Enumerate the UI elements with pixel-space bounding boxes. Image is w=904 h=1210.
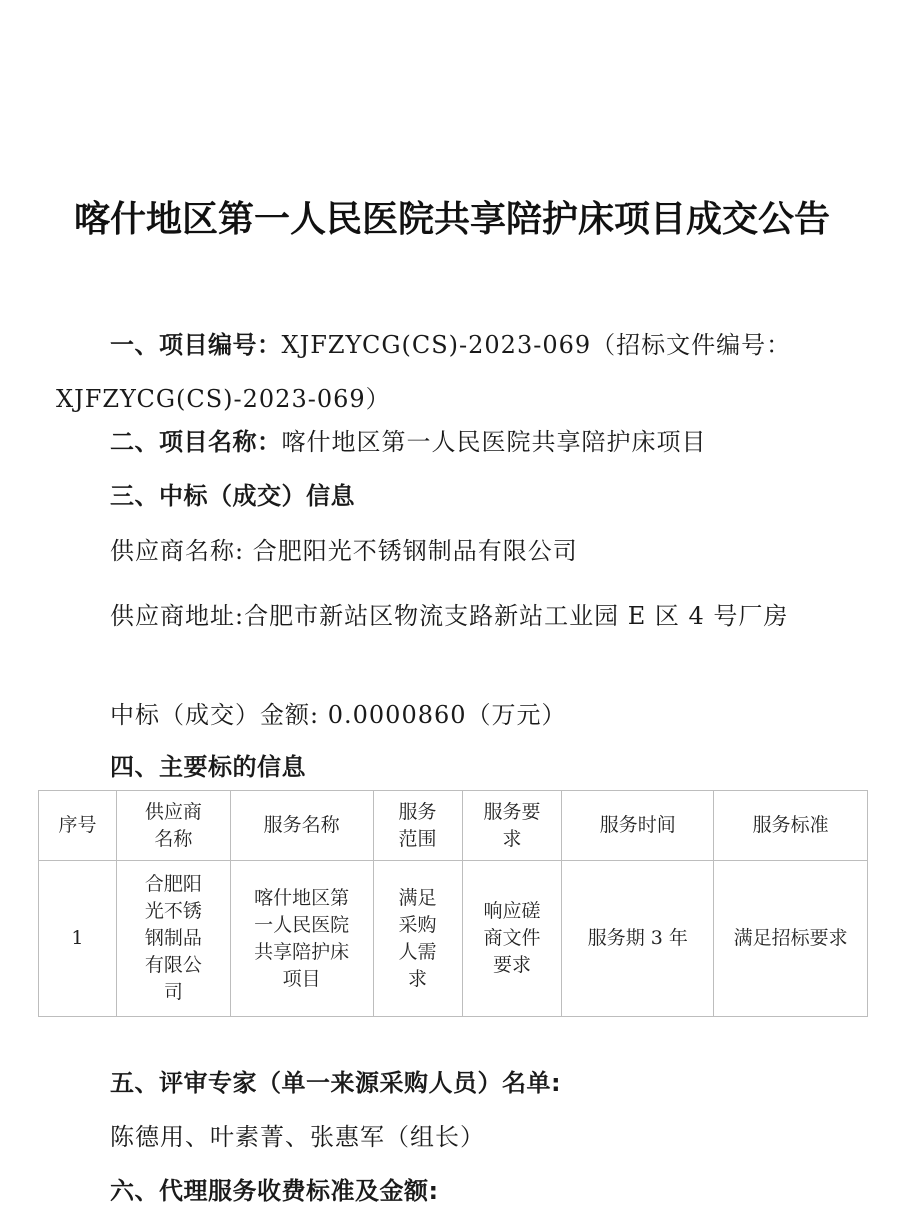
project-number-value: XJFZYCG(CS)-2023-069（招标文件编号：XJFZYCG(CS)-2023-069） (56, 331, 792, 413)
supplier-name-label: 供应商名称: (110, 537, 245, 565)
agency-fee-heading: 六、代理服务收费标准及金额: (110, 1177, 439, 1205)
table-header-cell: 服务标准 (714, 791, 868, 861)
table-cell-service-time: 服务期 3 年 (562, 861, 714, 1017)
project-number-label: 一、项目编号： (110, 331, 282, 359)
supplier-address-label: 供应商地址: (110, 602, 245, 630)
table-header-cell: 服务名称 (230, 791, 373, 861)
supplier-name (110, 534, 864, 568)
table-header-cell: 供应商名称 (116, 791, 230, 861)
project-name (110, 425, 864, 459)
supplier-address (56, 588, 860, 644)
project-name-value: 喀什地区第一人民医院共享陪护床项目 (281, 428, 707, 456)
project-name-label: 二、项目名称： (110, 428, 282, 456)
project-number (56, 318, 854, 426)
table-cell-service-requirement: 响应磋商文件要求 (462, 861, 562, 1017)
subject-info-table (38, 790, 868, 1017)
table-header-cell: 服务时间 (562, 791, 714, 861)
main-subject-heading: 四、主要标的信息 (110, 753, 306, 781)
table-cell-index: 1 (39, 861, 117, 1017)
table-header-cell: 服务范围 (373, 791, 462, 861)
table-cell-service-scope: 满足采购人需求 (373, 861, 462, 1017)
winning-info-heading: 三、中标（成交）信息 (110, 482, 355, 510)
table-cell-service-standard: 满足招标要求 (714, 861, 868, 1017)
review-experts-heading: 五、评审专家（单一来源采购人员）名单: (110, 1069, 562, 1097)
table-cell-service-name: 喀什地区第一人民医院共享陪护床项目 (230, 861, 373, 1017)
winning-amount (110, 698, 864, 732)
winning-amount-value: 0.0000860（万元） (327, 701, 567, 729)
review-experts-list: 陈德用、叶素菁、张惠军（组长） (110, 1123, 485, 1151)
winning-amount-label: 中标（成交）金额: (110, 701, 320, 729)
table-row (39, 861, 868, 1017)
supplier-name-value: 合肥阳光不锈钢制品有限公司 (252, 537, 578, 565)
table-cell-supplier: 合肥阳光不锈钢制品有限公司 (116, 861, 230, 1017)
table-header-cell: 序号 (39, 791, 117, 861)
table-header-row (39, 791, 868, 861)
table-header-cell: 服务要求 (462, 791, 562, 861)
announcement-title: 喀什地区第一人民医院共享陪护床项目成交公告 (73, 199, 830, 240)
supplier-address-value: 合肥市新站区物流支路新站工业园 E 区 4 号厂房 (244, 602, 789, 630)
